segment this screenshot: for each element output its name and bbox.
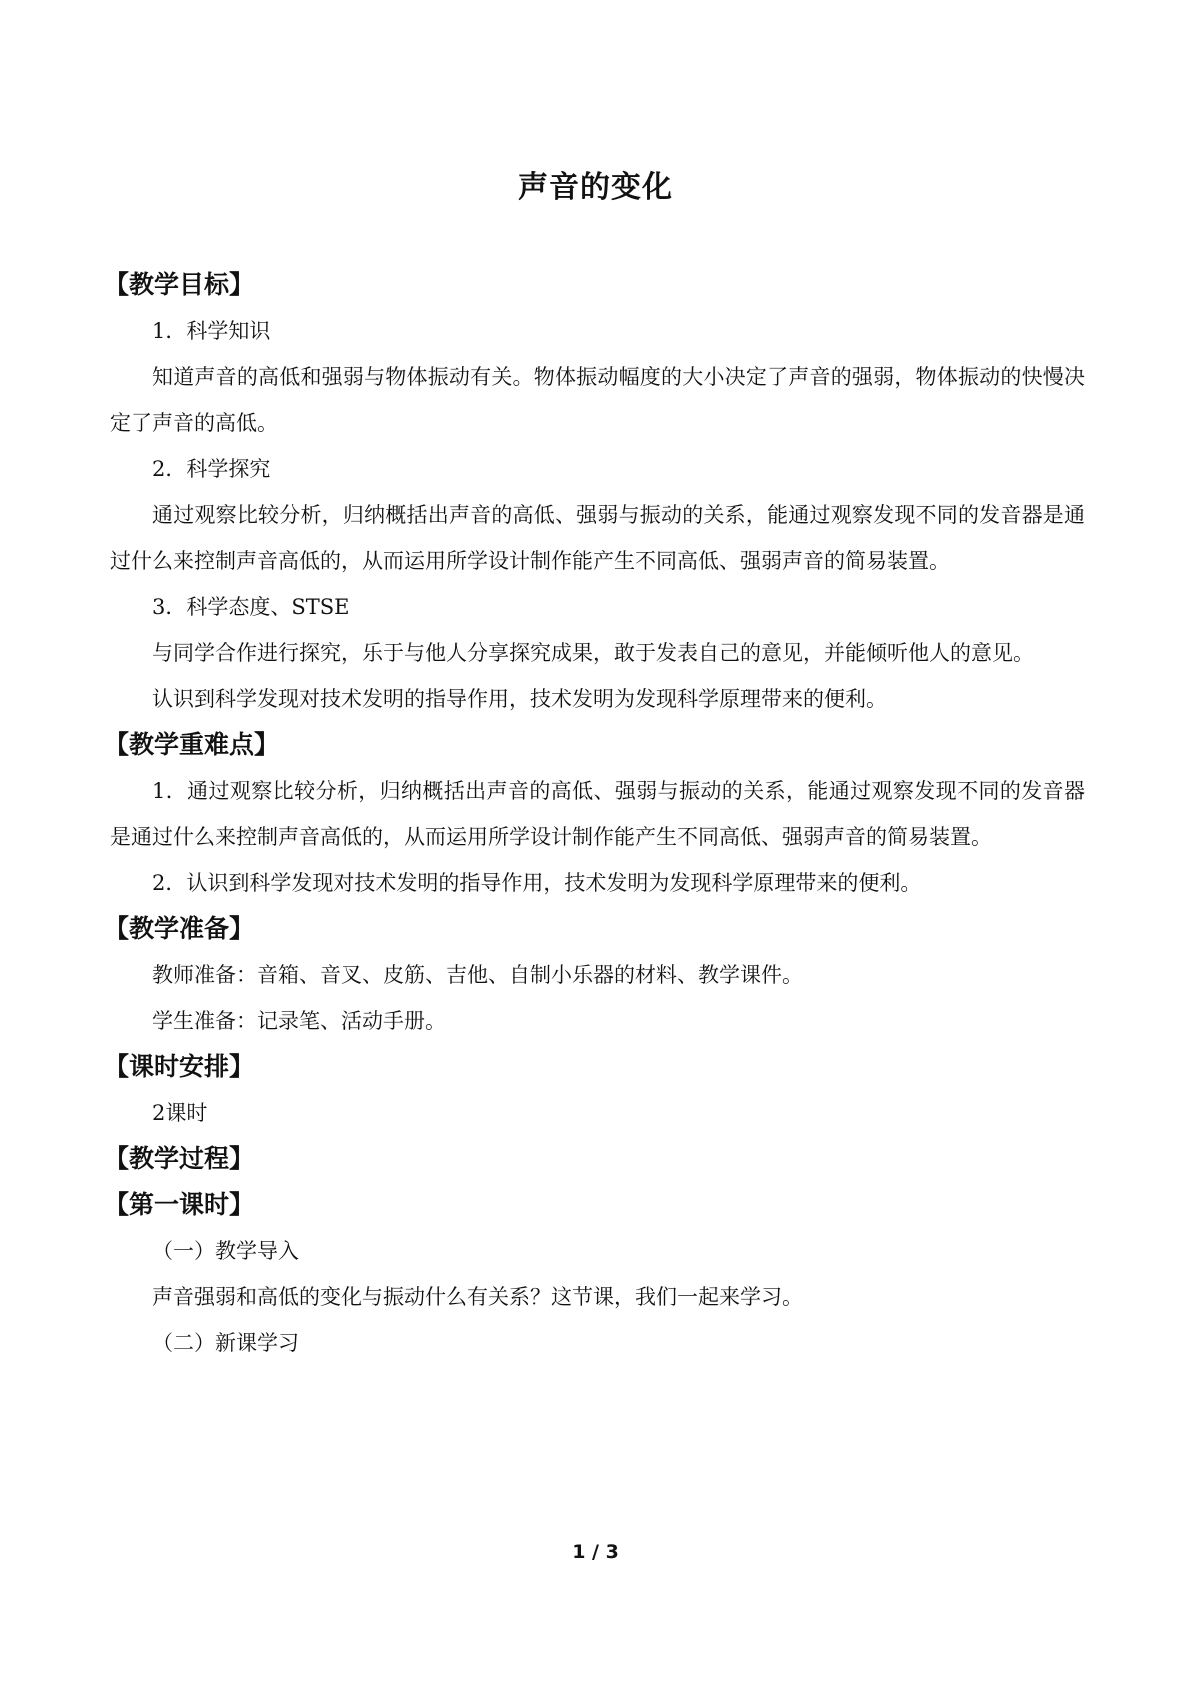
objectives-item-1-text: 知道声音的高低和强弱与物体振动有关。物体振动幅度的大小决定了声音的强弱，物体振动的快慢决定了声音的高低。 [110, 365, 1085, 435]
objectives-item-3-text: 与同学合作进行探究，乐于与他人分享探究成果，敢于发表自己的意见，并能倾听他人的意见。 [152, 641, 1034, 665]
section-heading-process: 【教学过程】 [104, 1144, 255, 1173]
key-point-2: 2．认识到科学发现对技术发明的指导作用，技术发明为发现科学原理带来的便利。 [152, 871, 922, 895]
objectives-item-2-text: 通过观察比较分析，归纳概括出声音的高低、强弱与振动的关系，能通过观察发现不同的发音器是通过什么来控制声音高低的，从而运用所学设计制作能产生不同高低、强弱声音的简易装置。 [110, 503, 1085, 573]
lesson-1-step-1-text: 声音强弱和高低的变化与振动什么有关系？这节课，我们一起来学习。 [152, 1285, 803, 1309]
objectives-item-2-title: 2．科学探究 [152, 457, 271, 481]
lesson-1-step-2-title: （二）新课学习 [152, 1331, 299, 1355]
lesson-1-step-1-title: （一）教学导入 [152, 1239, 299, 1263]
objectives-item-3-title: 3．科学态度、STSE [152, 595, 350, 619]
section-heading-preparation: 【教学准备】 [104, 914, 255, 943]
document-body [104, 262, 1085, 1366]
document-title: 声音的变化 [518, 170, 673, 205]
key-point-1: 1．通过观察比较分析，归纳概括出声音的高低、强弱与振动的关系，能通过观察发现不同的发音器是通过什么来控制声音高低的，从而运用所学设计制作能产生不同高低、强弱声音的简易装置。 [110, 779, 1085, 849]
objectives-item-1-title: 1．科学知识 [152, 319, 271, 343]
section-heading-schedule: 【课时安排】 [104, 1052, 255, 1081]
preparation-student: 学生准备：记录笔、活动手册。 [152, 1009, 446, 1033]
section-heading-objectives: 【教学目标】 [104, 270, 255, 299]
section-heading-key-points: 【教学重难点】 [104, 730, 280, 759]
objectives-item-3-text-2: 认识到科学发现对技术发明的指导作用，技术发明为发现科学原理带来的便利。 [152, 687, 887, 711]
preparation-teacher: 教师准备：音箱、音叉、皮筋、吉他、自制小乐器的材料、教学课件。 [152, 963, 803, 987]
section-heading-lesson-1: 【第一课时】 [104, 1190, 255, 1219]
schedule-text: 2课时 [152, 1101, 208, 1125]
page-number: 1 / 3 [572, 1541, 619, 1563]
